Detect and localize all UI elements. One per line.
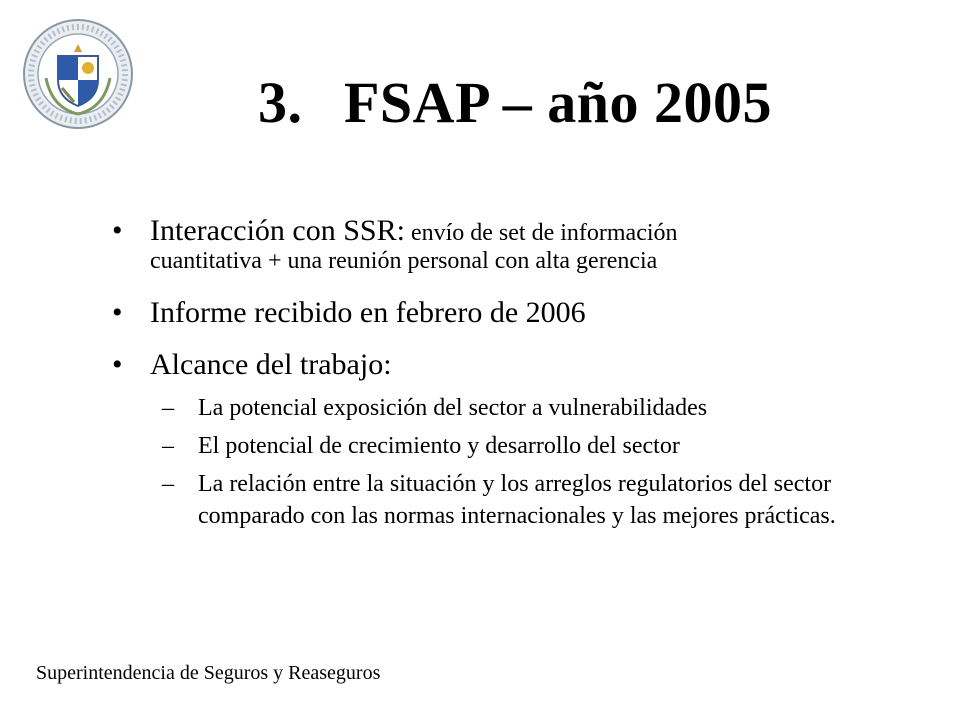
dash-glyph: –	[162, 395, 174, 421]
bullet-item: • Interacción con SSR: envío de set de información cuantitativa + una reunión personal con alta gerencia	[112, 214, 678, 274]
bullet-item: • Informe recibido en febrero de 2006	[112, 294, 902, 332]
central-bank-seal-logo	[22, 18, 134, 130]
bullet-glyph: •	[112, 214, 123, 247]
sub-item: – La potencial exposición del sector a vulnerabilidades	[112, 392, 902, 424]
bullet-item: • Alcance del trabajo:	[112, 346, 902, 384]
sub-item: – La relación entre la situación y los arreglos regulatorios del sector comparado con las normas internacionales y las mejores prácticas.	[112, 468, 902, 532]
dash-glyph: –	[162, 471, 174, 497]
footer-text: Superintendencia de Seguros y Reaseguros	[36, 662, 381, 684]
slide-content	[112, 212, 902, 532]
sub-item: – El potencial de crecimiento y desarrollo del sector	[112, 430, 902, 462]
bullet-glyph: •	[112, 296, 123, 329]
dash-glyph: –	[162, 433, 174, 459]
slide-title: 3. FSAP – año 2005	[258, 70, 773, 135]
bullet-glyph: •	[112, 348, 123, 381]
